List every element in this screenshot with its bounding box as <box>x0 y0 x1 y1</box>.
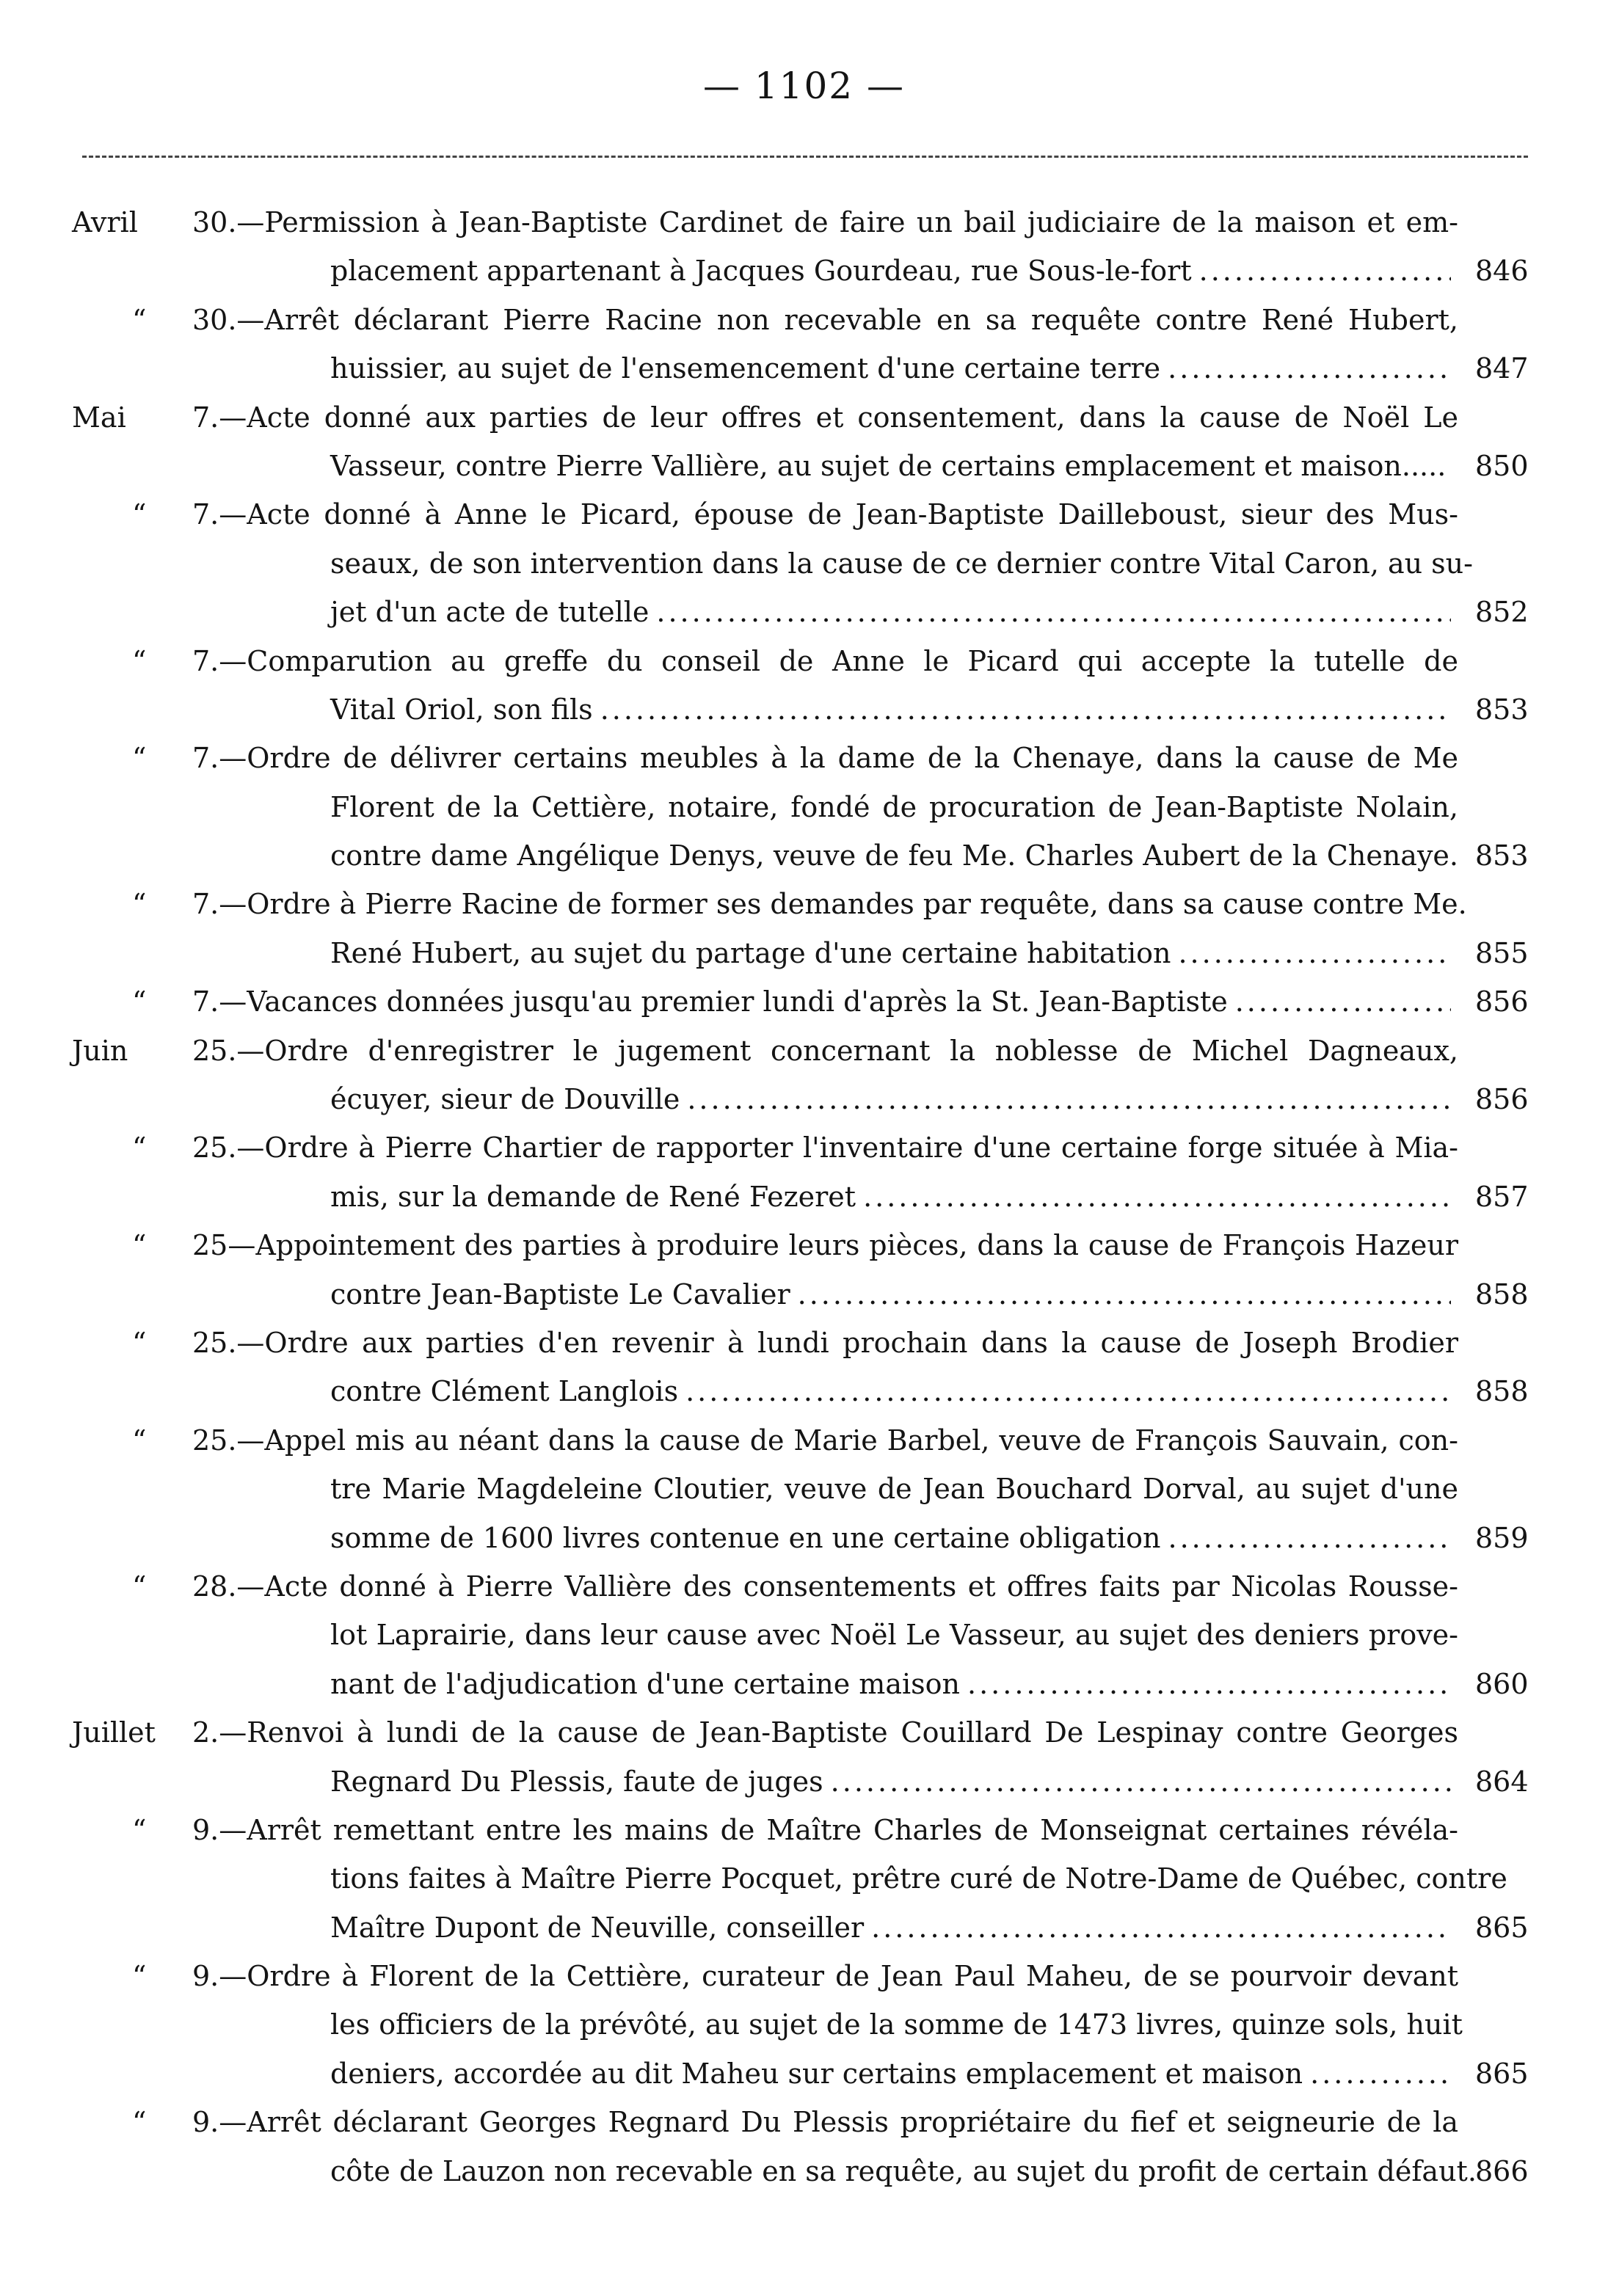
entry-text: René Hubert, au sujet du partage d'une certaine habitation <box>330 936 1171 969</box>
entry-line <box>0 588 1608 636</box>
entry-line <box>0 831 1608 880</box>
entry-text: 7.—Comparution au greffe du conseil de Anne le Picard qui accepte la tutelle de <box>192 644 1458 677</box>
entry-line <box>0 1123 1608 1172</box>
entry-line <box>0 1416 1608 1465</box>
page-reference: 865 <box>1475 1911 1529 1944</box>
entry-line <box>0 1270 1608 1319</box>
ditto-mark: “ <box>132 985 147 1018</box>
entry-text: Maître Dupont de Neuville, conseiller <box>330 1911 865 1944</box>
entry-text-with-leader <box>330 1270 1458 1319</box>
entry-line <box>0 1075 1608 1123</box>
entry-line <box>0 1465 1608 1513</box>
entry-text: les officiers de la prévôté, au sujet de la somme de 1473 livres, quinze sols, huit <box>330 2008 1463 2041</box>
dot-leader <box>1199 247 1451 295</box>
ditto-mark: “ <box>132 1424 147 1457</box>
ditto-mark: “ <box>132 1131 147 1165</box>
entry-text: 25.—Ordre d'enregistrer le jugement concernant la noblesse de Michel Dagneaux, <box>192 1034 1458 1067</box>
page-reference: 855 <box>1475 936 1529 969</box>
entry-text: 25.—Ordre aux parties d'en revenir à lundi prochain dans la cause de Joseph Brodier <box>192 1326 1458 1359</box>
index-entry <box>0 1952 1608 2098</box>
entry-line <box>0 1757 1608 1806</box>
entry-text: 7.—Acte donné aux parties de leur offres et consentement, dans la cause de Noël Le <box>192 401 1458 434</box>
page-reference: 858 <box>1475 1278 1529 1311</box>
entry-line <box>0 637 1608 685</box>
page-reference: 856 <box>1475 985 1529 1018</box>
entry-text: 2.—Renvoi à lundi de la cause de Jean-Baptiste Couillard De Lespinay contre Georges <box>192 1716 1458 1749</box>
entry-text: 9.—Arrêt remettant entre les mains de Maître Charles de Monseignat certaines révéla- <box>192 1813 1458 1846</box>
index-entry <box>0 2098 1608 2195</box>
index-entry <box>0 880 1608 977</box>
entry-text: 7.—Ordre à Pierre Racine de former ses demandes par requête, dans sa cause contre Me. <box>192 888 1467 921</box>
index-entry <box>0 198 1608 296</box>
entry-line <box>0 198 1608 247</box>
entry-line <box>0 1514 1608 1562</box>
entry-text-with-leader <box>330 1367 1458 1415</box>
header-divider <box>82 156 1528 158</box>
ditto-mark: “ <box>132 2106 147 2139</box>
entry-text: seaux, de son intervention dans la cause de ce dernier contre Vital Caron, au su- <box>330 547 1473 580</box>
dot-leader <box>685 1367 1451 1415</box>
page-reference: 853 <box>1475 839 1529 872</box>
entry-text: 30.—Permission à Jean-Baptiste Cardinet de faire un bail judiciaire de la maison et em- <box>192 206 1458 238</box>
page-reference: 850 <box>1475 449 1529 482</box>
entry-text: contre Clément Langlois <box>330 1375 679 1408</box>
dot-leader <box>656 588 1451 636</box>
entry-text: 7.—Vacances données jusqu'au premier lundi d'après la St. Jean-Baptiste <box>192 985 1228 1018</box>
ditto-mark: “ <box>132 644 147 677</box>
entry-text: deniers, accordée au dit Maheu sur certains emplacement et maison <box>330 2057 1303 2090</box>
entry-text: nant de l'adjudication d'une certaine maison <box>330 1667 960 1700</box>
entry-text-with-leader <box>330 442 1458 490</box>
ditto-mark: “ <box>132 742 147 775</box>
entry-line <box>0 1221 1608 1269</box>
dot-leader <box>967 1660 1451 1708</box>
entry-month: Juillet <box>72 1716 156 1749</box>
index-entry <box>0 490 1608 636</box>
index-entry <box>0 1806 1608 1952</box>
entry-text: 25—Appointement des parties à produire leurs pièces, dans la cause de François Hazeur <box>192 1229 1458 1262</box>
entry-text: 25.—Appel mis au néant dans la cause de Marie Barbel, veuve de François Sauvain, con- <box>192 1424 1458 1457</box>
entry-line <box>0 1173 1608 1221</box>
entry-text: somme de 1600 livres contenue en une certaine obligation <box>330 1521 1161 1554</box>
entry-text-with-leader <box>330 1514 1458 1562</box>
entry-text: 30.—Arrêt déclarant Pierre Racine non recevable en sa requête contre René Hubert, <box>192 303 1458 336</box>
entry-text: Vital Oriol, son fils <box>330 693 593 726</box>
entry-line <box>0 2147 1608 2195</box>
entry-line <box>0 1903 1608 1952</box>
page-reference: 866 <box>1475 2154 1529 2187</box>
dot-leader <box>831 1757 1451 1806</box>
entry-month: Avril <box>72 206 138 238</box>
entry-text-with-leader <box>330 247 1458 295</box>
dot-leader <box>600 685 1451 734</box>
dot-leader <box>1168 1514 1451 1562</box>
ditto-mark: “ <box>132 498 147 531</box>
entry-text-with-leader <box>330 1903 1458 1952</box>
ditto-mark: “ <box>132 1229 147 1262</box>
entry-text-with-leader <box>330 685 1458 734</box>
entry-text: huissier, au sujet de l'ensemencement d'une certaine terre <box>330 352 1161 385</box>
entry-text-with-leader <box>330 1173 1458 1221</box>
page-reference: 858 <box>1475 1375 1529 1408</box>
entry-line <box>0 1660 1608 1708</box>
entry-line <box>0 1806 1608 1854</box>
entry-text: 7.—Ordre de délivrer certains meubles à la dame de la Chenaye, dans la cause de Me <box>192 742 1458 775</box>
entry-text-with-leader <box>330 1075 1458 1123</box>
entry-text: lot Laprairie, dans leur cause avec Noël Le Vasseur, au sujet des deniers prove- <box>330 1619 1458 1652</box>
entry-line <box>0 1319 1608 1367</box>
index-entry <box>0 393 1608 491</box>
entry-text-with-leader <box>192 977 1458 1026</box>
entry-text: 28.—Acte donné à Pierre Vallière des consentements et offres faits par Nicolas Rousse- <box>192 1570 1458 1603</box>
page-reference: 857 <box>1475 1180 1529 1213</box>
index-entry <box>0 1221 1608 1319</box>
entry-text: écuyer, sieur de Douville <box>330 1083 680 1116</box>
entry-line <box>0 929 1608 977</box>
entry-line <box>0 1027 1608 1075</box>
entry-line <box>0 734 1608 782</box>
entry-line <box>0 1708 1608 1757</box>
entry-line <box>0 2098 1608 2146</box>
index-entry <box>0 1562 1608 1708</box>
entry-text-with-leader <box>330 1660 1458 1708</box>
page-reference: 852 <box>1475 596 1529 629</box>
page-reference: 856 <box>1475 1083 1529 1116</box>
entry-text: 25.—Ordre à Pierre Chartier de rapporter l'inventaire d'une certaine forge située à Mia- <box>192 1131 1458 1165</box>
index-entry <box>0 734 1608 880</box>
entry-text: Florent de la Cettière, notaire, fondé de procuration de Jean-Baptiste Nolain, <box>330 790 1458 823</box>
page-reference: 859 <box>1475 1521 1529 1554</box>
ditto-mark: “ <box>132 888 147 921</box>
ditto-mark: “ <box>132 1813 147 1846</box>
entry-text: tions faites à Maître Pierre Pocquet, prêtre curé de Notre-Dame de Québec, contre <box>330 1862 1507 1895</box>
page-reference: 847 <box>1475 352 1529 385</box>
entry-text: tre Marie Magdeleine Cloutier, veuve de Jean Bouchard Dorval, au sujet d'une <box>330 1473 1458 1506</box>
index-entry <box>0 637 1608 735</box>
entry-text: Vasseur, contre Pierre Vallière, au sujet de certains emplacement et maison..... <box>330 449 1447 482</box>
entry-text-with-leader <box>330 344 1458 393</box>
entry-line <box>0 1367 1608 1415</box>
entry-text: mis, sur la demande de René Fezeret <box>330 1180 856 1213</box>
entry-text-with-leader <box>330 929 1458 977</box>
entry-line <box>0 344 1608 393</box>
dot-leader <box>798 1270 1451 1319</box>
dot-leader <box>1310 2049 1451 2098</box>
index-entry <box>0 1708 1608 1806</box>
entry-month: Juin <box>72 1034 128 1067</box>
entry-line <box>0 2000 1608 2049</box>
entry-line <box>0 2049 1608 2098</box>
index-entry <box>0 296 1608 393</box>
entry-text: 9.—Arrêt déclarant Georges Regnard Du Plessis propriétaire du fief et seigneurie de la <box>192 2106 1458 2139</box>
ditto-mark: “ <box>132 1960 147 1993</box>
dot-leader <box>1168 344 1451 393</box>
entry-text-with-leader <box>330 1757 1458 1806</box>
ditto-mark: “ <box>132 1570 147 1603</box>
entry-text-with-leader <box>330 2049 1458 2098</box>
ditto-mark: “ <box>132 1326 147 1359</box>
entry-line <box>0 977 1608 1026</box>
entry-line <box>0 685 1608 734</box>
index-entry <box>0 1319 1608 1416</box>
entry-line <box>0 783 1608 831</box>
entry-text: Regnard Du Plessis, faute de juges <box>330 1765 823 1798</box>
entry-text: contre dame Angélique Denys, veuve de feu Me. Charles Aubert de la Chenaye. <box>330 839 1458 872</box>
ditto-mark: “ <box>132 303 147 336</box>
entry-list <box>0 198 1608 2195</box>
entry-text: 7.—Acte donné à Anne le Picard, épouse de Jean-Baptiste Dailleboust, sieur des Mus- <box>192 498 1458 531</box>
entry-text: contre Jean-Baptiste Le Cavalier <box>330 1278 790 1311</box>
index-entry <box>0 1416 1608 1562</box>
dot-leader <box>1235 977 1451 1026</box>
dot-leader <box>871 1903 1451 1952</box>
entry-line <box>0 880 1608 928</box>
entry-line <box>0 1952 1608 2000</box>
page-reference: 864 <box>1475 1765 1529 1798</box>
entry-line <box>0 539 1608 588</box>
entry-line <box>0 247 1608 295</box>
entry-line <box>0 393 1608 442</box>
entry-line <box>0 1611 1608 1659</box>
entry-line <box>0 442 1608 490</box>
page-reference: 846 <box>1475 255 1529 288</box>
entry-text: jet d'un acte de tutelle <box>330 596 650 629</box>
entry-line <box>0 1854 1608 1903</box>
index-entry <box>0 1027 1608 1124</box>
page-reference: 853 <box>1475 693 1529 726</box>
page-number: — 1102 — <box>702 65 906 107</box>
entry-line <box>0 490 1608 539</box>
entry-text: placement appartenant à Jacques Gourdeau, rue Sous-le-fort <box>330 255 1192 288</box>
dot-leader <box>1178 929 1451 977</box>
index-entry <box>0 1123 1608 1221</box>
dot-leader <box>687 1075 1451 1123</box>
entry-month: Mai <box>72 401 126 434</box>
dot-leader <box>863 1173 1451 1221</box>
entry-text-with-leader <box>330 588 1458 636</box>
entry-line <box>0 1562 1608 1611</box>
entry-text: 9.—Ordre à Florent de la Cettière, curateur de Jean Paul Maheu, de se pourvoir devant <box>192 1960 1458 1993</box>
entry-text: côte de Lauzon non recevable en sa requête, au sujet du profit de certain défaut. <box>330 2154 1477 2187</box>
entry-line <box>0 296 1608 344</box>
index-entry <box>0 977 1608 1026</box>
page-reference: 860 <box>1475 1667 1529 1700</box>
page-reference: 865 <box>1475 2057 1529 2090</box>
